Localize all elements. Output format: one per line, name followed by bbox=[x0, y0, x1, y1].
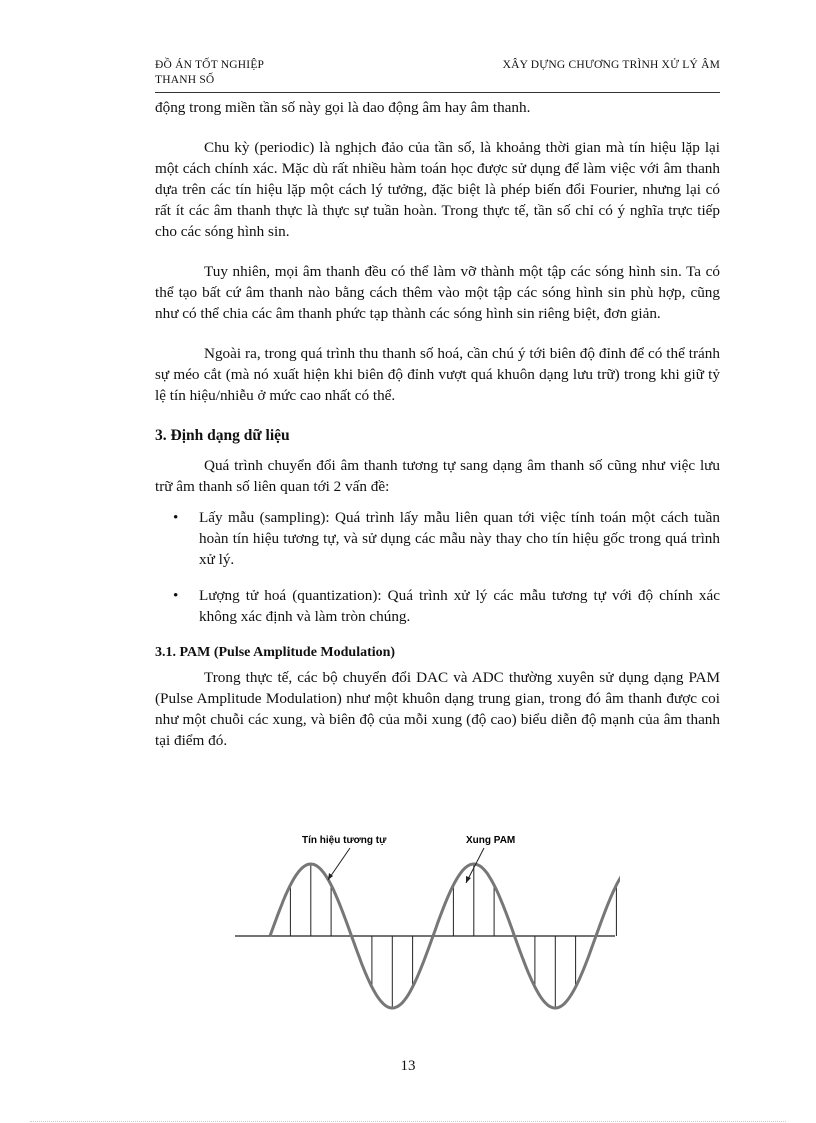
paragraph-peak-amplitude: Ngoài ra, trong quá trình thu thanh số hoá, cần chú ý tới biên độ đỉnh để có thể tránh sự méo cắt (mà nó xuất hiện khi biên độ đỉnh vượt quá khuôn dạng lưu trữ) trong khi giữ tỷ lệ tín hiệu/nhiễu ở mức cao nhất có thể. bbox=[155, 345, 720, 404]
header-left bbox=[155, 58, 264, 88]
header-subject-label: THANH SỐ bbox=[155, 74, 215, 86]
page-bottom-divider bbox=[30, 1121, 786, 1122]
arrowhead-pam-icon bbox=[466, 876, 471, 883]
section-3-heading: 3. Định dạng dữ liệu bbox=[155, 427, 290, 444]
list-item bbox=[155, 585, 720, 627]
bullet-icon: • bbox=[173, 509, 179, 526]
pam-figure bbox=[230, 828, 620, 1018]
label-analog-signal: Tín hiệu tương tự bbox=[302, 835, 387, 846]
page-number: 13 bbox=[400, 1058, 416, 1074]
bullet-list bbox=[155, 507, 720, 627]
header-thesis-label: ĐỒ ÁN TỐT NGHIỆP bbox=[155, 59, 265, 71]
section-3-1-heading: 3.1. PAM (Pulse Amplitude Modulation) bbox=[155, 645, 396, 660]
list-item bbox=[155, 507, 720, 570]
pam-diagram bbox=[230, 828, 620, 1018]
page-body bbox=[155, 97, 720, 770]
bullet-text-quantization: Lượng tử hoá (quantization): Quá trình xử lý các mẫu tương tự với độ chính xác không xác định và làm tròn chúng. bbox=[199, 587, 720, 625]
bullet-icon: • bbox=[173, 587, 179, 604]
label-pam-pulse: Xung PAM bbox=[466, 835, 516, 846]
section-3-intro: Quá trình chuyển đổi âm thanh tương tự sang dạng âm thanh số cũng như việc lưu trữ âm thanh số liên quan tới 2 vấn đề: bbox=[155, 457, 720, 495]
bullet-text-sampling: Lấy mẫu (sampling): Quá trình lấy mẫu liên quan tới việc tính toán một cách tuần hoàn tín hiệu tương tự, và sử dụng các mẫu này thay cho tín hiệu gốc trong quá trình xử lý. bbox=[199, 509, 720, 568]
page-header bbox=[155, 58, 720, 93]
paragraph-pam: Trong thực tế, các bộ chuyển đổi DAC và ADC thường xuyên sử dụng dạng PAM (Pulse Amplitude Modulation) như một khuôn dạng trung gian, trong đó âm thanh được coi như một chuỗi các xung, và biên độ của mỗi xung (độ cao) biểu diễn độ mạnh của âm thanh tại điểm đó. bbox=[155, 669, 720, 749]
header-title: XÂY DỰNG CHƯƠNG TRÌNH XỬ LÝ ÂM bbox=[502, 59, 720, 71]
paragraph-sine-waves: Tuy nhiên, mọi âm thanh đều có thể làm vỡ thành một tập các sóng hình sin. Ta có thể tạo bất cứ âm thanh nào bằng cách thêm vào một tập các sóng hình sin phù hợp, cũng như có thể chia các âm thanh phức tạp thành các sóng hình sin riêng biệt, đơn giản. bbox=[155, 263, 720, 322]
paragraph-periodic: Chu kỳ (periodic) là nghịch đảo của tần số, là khoảng thời gian mà tín hiệu lặp lại một cách chính xác. Mặc dù rất nhiều hàm toán học được sử dụng để làm việc với âm thanh dựa trên các tín hiệu lặp một cách lý tưởng, đặc biệt là phép biến đổi Fourier, nhưng lại có rất ít các âm thanh thực là thực sự tuần hoàn. Trong thực tế, tần số chỉ có ý nghĩa trực tiếp cho các sóng hình sin. bbox=[155, 139, 720, 240]
paragraph-continuation: động trong miền tần số này gọi là dao động âm hay âm thanh. bbox=[155, 99, 531, 116]
